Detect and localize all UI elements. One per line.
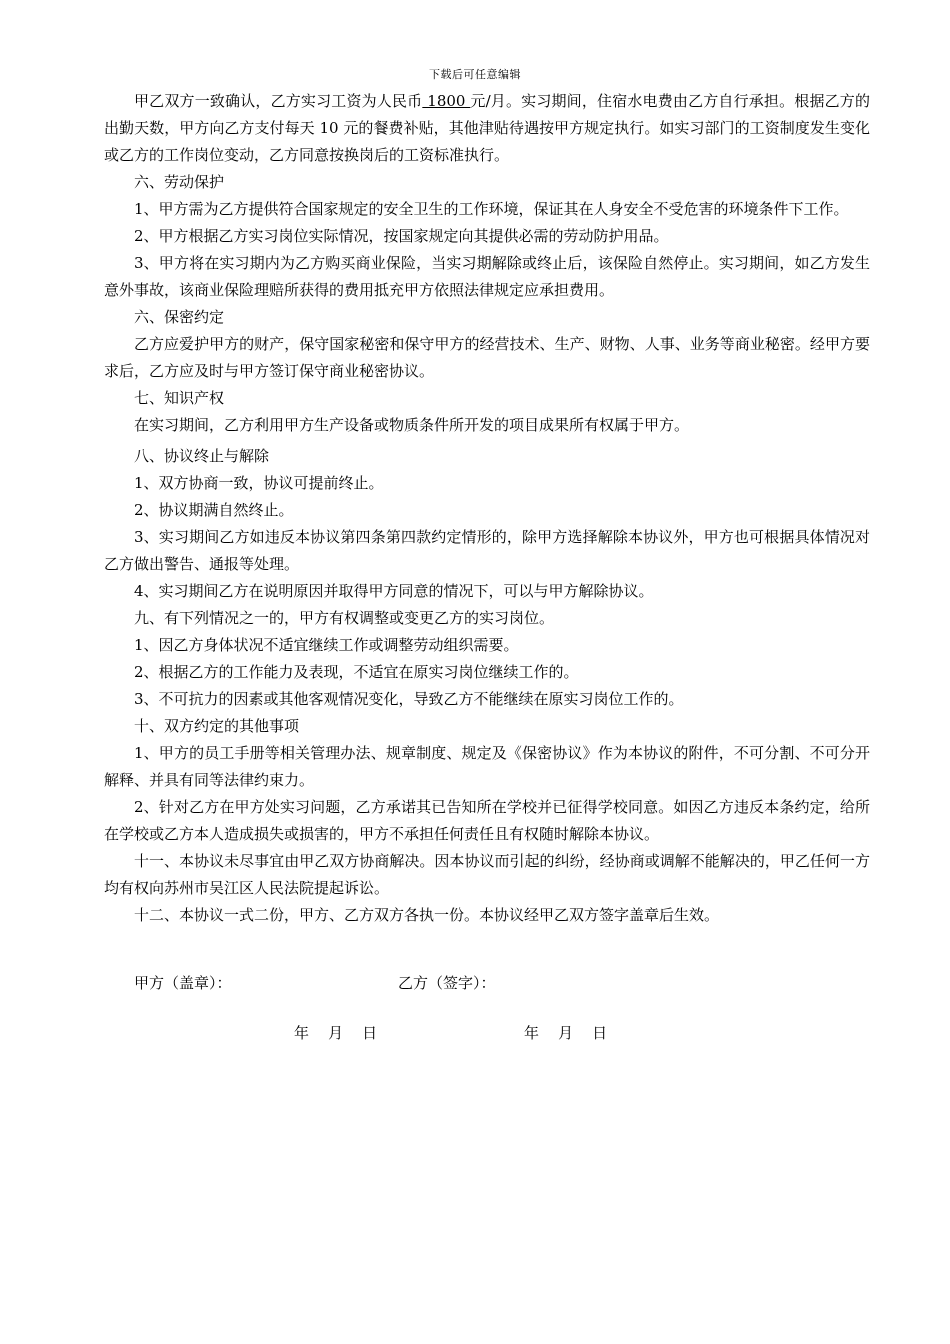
termination-item-1: 1、双方协商一致，协议可提前终止。	[134, 474, 384, 492]
document-body	[104, 88, 870, 929]
party-b-date: 年 月 日	[524, 1024, 608, 1042]
salary-paragraph	[104, 88, 870, 169]
other-matters-item-1: 1、甲方的员工手册等相关管理办法、规章制度、规定及《保密协议》作为本协议的附件，不可分割、不可分开解释、并具有同等法律约束力。	[104, 744, 870, 789]
salary-text-after: 元/月。实习期间，住宿水电费由乙方自行承担。根据乙方的出勤天数，甲方向乙方支付每天 10 元的餐费补贴，其他津贴待遇按甲方规定执行。如实习部门的工资制度发生变化或乙方的工作岗位变动，乙方同意按换岗后的工资标准执行。	[104, 92, 870, 164]
position-change-item-2: 2、根据乙方的工作能力及表现，不适宜在原实习岗位继续工作的。	[134, 663, 579, 681]
party-a-seal-label: 甲方（盖章）：	[134, 974, 232, 992]
section-heading-other-matters: 十、双方约定的其他事项	[134, 717, 300, 735]
other-matters-item-2: 2、针对乙方在甲方处实习问题，乙方承诺其已告知所在学校并已征得学校同意。如因乙方违反本条约定，给所在学校或乙方本人造成损失或损害的，甲方不承担任何责任且有权随时解除本协议。	[104, 798, 870, 843]
ip-paragraph: 在实习期间，乙方利用甲方生产设备或物质条件所开发的项目成果所有权属于甲方。	[134, 416, 690, 434]
section-heading-confidentiality: 六、保密约定	[134, 308, 225, 326]
labor-protection-item-2: 2、甲方根据乙方实习岗位实际情况，按国家规定向其提供必需的劳动防护用品。	[134, 227, 669, 245]
salary-amount: 1800	[422, 92, 471, 110]
page-header: 下载后可任意编辑	[429, 68, 521, 81]
termination-item-4: 4、实习期间乙方在说明原因并取得甲方同意的情况下，可以与甲方解除协议。	[134, 582, 654, 600]
labor-protection-item-1: 1、甲方需为乙方提供符合国家规定的安全卫生的工作环境，保证其在人身安全不受危害的环境条件下工作。	[134, 200, 849, 218]
confidentiality-paragraph: 乙方应爱护甲方的财产，保守国家秘密和保守甲方的经营技术、生产、财物、人事、业务等商业秘密。经甲方要求后，乙方应及时与甲方签订保守商业秘密协议。	[104, 335, 870, 380]
section-heading-labor-protection: 六、劳动保护	[134, 173, 225, 191]
position-change-item-1: 1、因乙方身体状况不适宜继续工作或调整劳动组织需要。	[134, 636, 519, 654]
party-a-date: 年 月 日	[294, 1024, 378, 1042]
dispute-resolution-paragraph: 十一、本协议未尽事宜由甲乙双方协商解决。因本协议而引起的纠纷，经协商或调解不能解决的，甲乙任何一方均有权向苏州市吴江区人民法院提起诉讼。	[104, 852, 870, 897]
section-heading-position-change: 九、有下列情况之一的，甲方有权调整或变更乙方的实习岗位。	[134, 609, 555, 627]
section-heading-termination: 八、协议终止与解除	[134, 447, 270, 465]
copies-paragraph: 十二、本协议一式二份，甲方、乙方双方各执一份。本协议经甲乙双方签字盖章后生效。	[134, 906, 720, 924]
termination-item-2: 2、协议期满自然终止。	[134, 501, 294, 519]
position-change-item-3: 3、不可抗力的因素或其他客观情况变化，导致乙方不能继续在原实习岗位工作的。	[134, 690, 684, 708]
termination-item-3: 3、实习期间乙方如违反本协议第四条第四款约定情形的，除甲方选择解除本协议外，甲方也可根据具体情况对乙方做出警告、通报等处理。	[104, 528, 870, 573]
party-b-signature-label: 乙方（签字）：	[398, 974, 496, 992]
section-heading-ip: 七、知识产权	[134, 389, 225, 407]
labor-protection-item-3: 3、甲方将在实习期内为乙方购买商业保险，当实习期解除或终止后，该保险自然停止。实习期间，如乙方发生意外事故，该商业保险理赔所获得的费用抵充甲方依照法律规定应承担费用。	[104, 254, 870, 299]
salary-text-before: 甲乙双方一致确认，乙方实习工资为人民币	[134, 92, 423, 110]
